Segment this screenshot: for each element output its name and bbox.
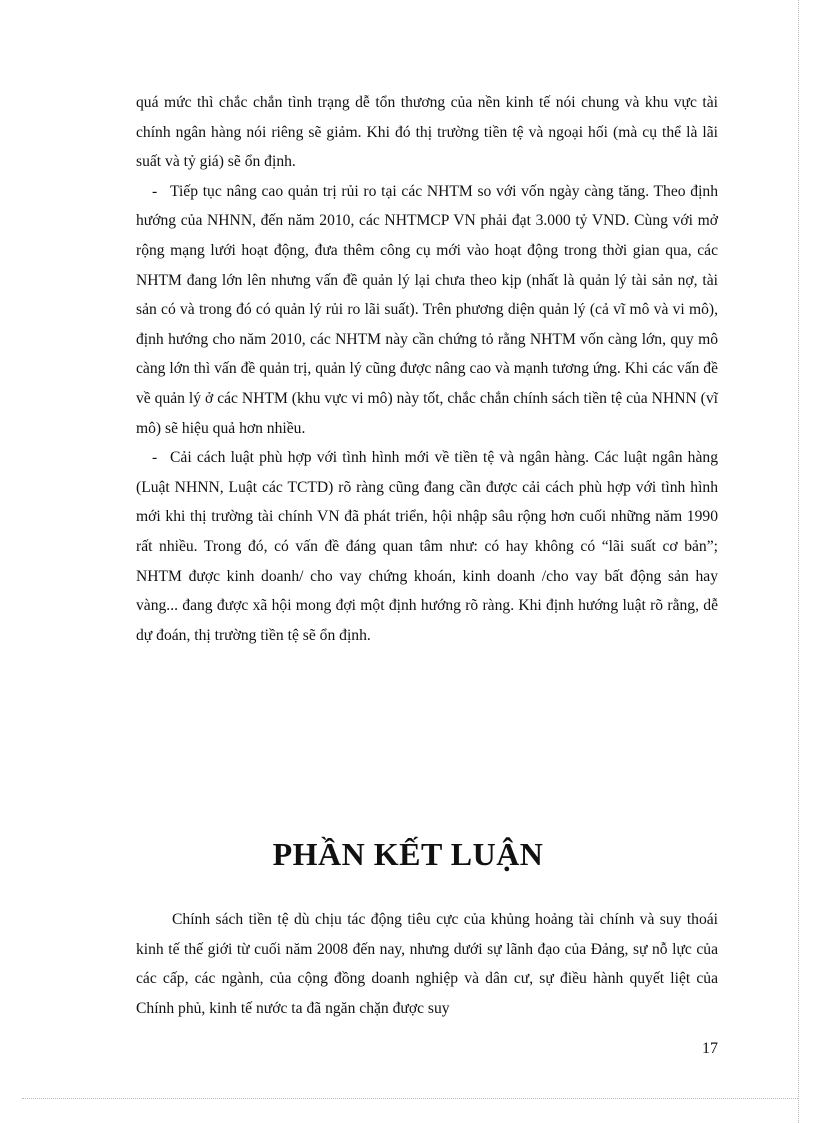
bullet-dash: -	[152, 449, 158, 467]
bullet-paragraph-law-reform	[136, 443, 718, 650]
bullet-paragraph-risk-management	[136, 177, 718, 443]
page-number: 17	[702, 1040, 718, 1057]
page-border-bottom	[22, 1098, 798, 1099]
body-text	[136, 88, 718, 650]
conclusion-paragraph: Chính sách tiền tệ dù chịu tác động tiêu cực của khủng hoảng tài chính và suy thoái kinh tế thế giới từ cuối năm 2008 đến nay, nhưng dưới sự lãnh đạo của Đảng, sự nỗ lực của các cấp, các ngành, của cộng đồng doanh nghiệp và dân cư, sự điều hành quyết liệt của Chính phủ, kinh tế nước ta đã ngăn chặn được suy	[136, 911, 718, 1017]
paragraph-continuation: quá mức thì chắc chắn tình trạng dễ tổn thương của nền kinh tế nói chung và khu vực tài chính ngân hàng nói riêng sẽ giảm. Khi đó thị trường tiền tệ và ngoại hối (mà cụ thể là lãi suất và tỷ giá) sẽ ổn định.	[136, 94, 718, 171]
bullet-text: Tiếp tục nâng cao quản trị rủi ro tại các NHTM so với vốn ngày càng tăng. Theo định hướng của NHNN, đến năm 2010, các NHTMCP VN phải đạt 3.000 tỷ VND. Cùng với mở rộng mạng lưới hoạt động, đưa thêm công cụ mới vào hoạt động trong thời gian qua, các NHTM đang lớn lên nhưng vấn đề quản lý lại chưa theo kịp (nhất là quản lý tài sản nợ, tài sản có và trong đó có quản lý rủi ro lãi suất). Trên phương diện quản lý (cả vĩ mô và vi mô), định hướng cho năm 2010, các NHTM này cần chứng tỏ rằng NHTM vốn càng lớn, quy mô càng lớn thì vấn đề quản trị, quản lý cũng được nâng cao và mạnh tương ứng. Khi các vấn đề về quản lý ở các NHTM (khu vực vi mô) này tốt, chắc chắn chính sách tiền tệ của NHNN (vĩ mô) sẽ hiệu quả hơn nhiều.	[136, 182, 718, 437]
page-border-right	[798, 0, 799, 1123]
bullet-dash: -	[152, 182, 158, 200]
conclusion-heading: PHẦN KẾT LUẬN	[272, 836, 544, 872]
bullet-text: Cải cách luật phù hợp với tình hình mới về tiền tệ và ngân hàng. Các luật ngân hàng (Luật NHNN, Luật các TCTD) rõ ràng cũng đang cần được cải cách phù hợp với tình hình mới khi thị trường tài chính VN đã phát triển, hội nhập sâu rộng hơn cuối những năm 1990 rất nhiều. Trong đó, có vấn đề đáng quan tâm như: có hay không có “lãi suất cơ bản”; NHTM được kinh doanh/ cho vay chứng khoán, kinh doanh /cho vay bất động sản hay vàng... đang được xã hội mong đợi một định hướng rõ ràng. Khi định hướng luật rõ rằng, dễ dự đoán, thị trường tiền tệ sẽ ổn định.	[136, 449, 718, 644]
